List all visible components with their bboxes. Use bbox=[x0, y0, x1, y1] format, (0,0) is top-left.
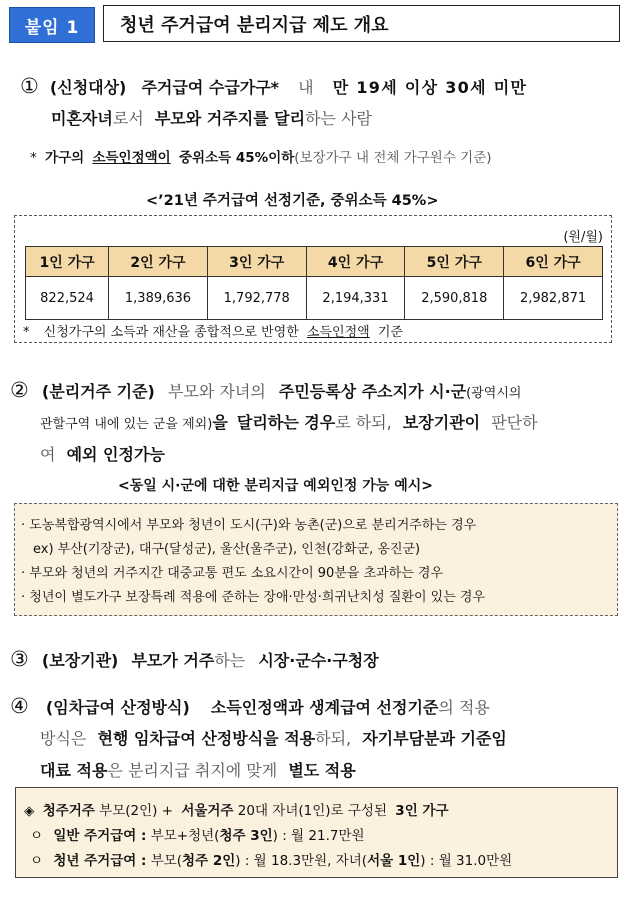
section-4-text: 현행 임차급여 산정방식을 적용 bbox=[97, 729, 316, 748]
rate-table-cell: 822,524 bbox=[26, 277, 109, 320]
section-3-heading: (보장기관) bbox=[41, 651, 119, 670]
section-2-text: 여 bbox=[40, 445, 56, 464]
section-1-text: 미혼자녀 bbox=[51, 109, 113, 128]
section-4-text: 하되, bbox=[315, 729, 352, 748]
rate-table-header: 1인 가구 bbox=[26, 247, 109, 277]
example-line-3 bbox=[30, 849, 512, 869]
section-4-text: 대료 적용 bbox=[40, 761, 108, 780]
section-1-text: 로서 bbox=[112, 109, 144, 128]
note-text: 가구의 bbox=[45, 150, 85, 166]
section-2-text: 을 bbox=[212, 413, 228, 432]
section-3-text: 부모가 거주 bbox=[131, 651, 215, 670]
section-1-text: 하는 사람 bbox=[305, 109, 373, 128]
section-2-text: 로 하되, bbox=[335, 413, 392, 432]
rate-table-cell: 2,982,871 bbox=[504, 277, 603, 320]
example-text: 일반 주거급여 : bbox=[53, 828, 147, 844]
section-1-note bbox=[30, 146, 492, 166]
example-text: 부모( bbox=[150, 853, 183, 869]
page-title-text: 청년 주거급여 분리지급 제도 개요 bbox=[120, 14, 389, 36]
section-2-text: 예외 인정가능 bbox=[66, 445, 165, 464]
section-2-text: 달리하는 경우 bbox=[236, 413, 336, 432]
section-4-text: 의 적용 bbox=[438, 698, 490, 717]
section-2-text: 주민등록상 주소지가 시·군 bbox=[278, 382, 467, 401]
note-text: (보장가구 내 전체 가구원수 기준) bbox=[294, 150, 492, 166]
section-4-heading: (임차급여 산정방식) bbox=[45, 698, 190, 717]
section-4-line-3 bbox=[40, 758, 356, 781]
rate-table-header-row bbox=[26, 247, 603, 277]
section-2-line-1 bbox=[10, 378, 521, 402]
section-2-line-3 bbox=[40, 442, 165, 465]
exception-item: · 도농복합광역시에서 부모와 청년이 도시(구)와 농촌(군)으로 분리거주하는 경우 bbox=[21, 518, 477, 533]
section-1-line-1 bbox=[20, 74, 527, 98]
section-1-text: 내 bbox=[298, 78, 314, 97]
section-1-text: 만 19세 이상 30세 미만 bbox=[332, 78, 528, 97]
rate-table-value-row bbox=[26, 277, 603, 320]
footnote-text: 소득인정액 bbox=[306, 325, 370, 340]
rate-table-header: 3인 가구 bbox=[207, 247, 306, 277]
note-star: * bbox=[30, 150, 37, 166]
attachment-badge: 붙임 1 bbox=[9, 7, 95, 43]
exception-item: ex) 부산(기장군), 대구(달성군), 울산(울주군), 인천(강화군, 옹진군) bbox=[33, 542, 421, 557]
rate-table bbox=[25, 246, 603, 320]
rate-table-header: 6인 가구 bbox=[504, 247, 603, 277]
unit-label: (원/월) bbox=[563, 230, 603, 245]
footnote-text: 신청가구의 소득과 재산을 종합적으로 반영한 bbox=[43, 325, 299, 340]
rate-table-cell: 2,194,331 bbox=[306, 277, 405, 320]
section-2-text: 보장기관이 bbox=[402, 413, 481, 432]
section-1-line-2 bbox=[51, 106, 372, 129]
section-4-line-1 bbox=[10, 694, 490, 718]
example-text: 서울거주 bbox=[181, 803, 234, 819]
example-line-2 bbox=[30, 824, 365, 844]
section-1-text: 부모와 거주지를 달리 bbox=[154, 109, 306, 128]
footnote-text: 기준 bbox=[377, 325, 403, 340]
example-text: ) : 월 21.7만원 bbox=[272, 828, 365, 844]
note-text: 소득인정액이 bbox=[92, 150, 171, 166]
example-text: 부모+청년( bbox=[150, 828, 220, 844]
section-2-text: 부모와 자녀의 bbox=[167, 382, 266, 401]
section-3-text: 하는 bbox=[214, 651, 246, 670]
rate-table-caption: <’21년 주거급여 선정기준, 중위소득 45%> bbox=[146, 193, 439, 209]
diamond-icon: ◈ bbox=[24, 803, 35, 819]
section-4-text: 자기부담분과 기준임 bbox=[362, 729, 507, 748]
section-3-number: ③ bbox=[10, 647, 29, 671]
bullet-icon: ㅇ bbox=[30, 828, 44, 844]
rate-table-box bbox=[14, 215, 612, 343]
example-text: 청주 3인 bbox=[219, 828, 273, 844]
example-text: 청주 2인 bbox=[182, 853, 236, 869]
example-text: 3인 가구 bbox=[395, 803, 449, 819]
example-text: 서울 1인 bbox=[367, 853, 421, 869]
exception-box-caption: <동일 시·군에 대한 분리지급 예외인정 가능 예시> bbox=[118, 478, 433, 494]
section-2-line-2 bbox=[40, 410, 538, 433]
section-1-text: 주거급여 수급가구* bbox=[141, 78, 280, 97]
section-4-text: 은 분리지급 취지에 맞게 bbox=[107, 761, 278, 780]
section-4-text: 방식은 bbox=[40, 729, 87, 748]
section-4-text: 별도 적용 bbox=[288, 761, 356, 780]
section-3-text: 시장·군수·구청장 bbox=[258, 651, 379, 670]
example-text: 청년 주거급여 : bbox=[53, 853, 147, 869]
section-4-text: 소득인정액과 생계급여 선정기준 bbox=[210, 698, 439, 717]
section-1-heading: (신청대상) bbox=[49, 78, 127, 97]
example-text: ) : 월 31.0만원 bbox=[420, 853, 513, 869]
rate-table-cell: 1,389,636 bbox=[109, 277, 208, 320]
rate-table-cell: 1,792,778 bbox=[207, 277, 306, 320]
example-text: 부모(2인) + bbox=[99, 803, 174, 819]
exception-examples-box bbox=[14, 503, 618, 616]
rate-table-cell: 2,590,818 bbox=[405, 277, 504, 320]
section-1-number: ① bbox=[20, 74, 39, 98]
section-2-text: 판단하 bbox=[491, 413, 538, 432]
example-text: 20대 자녀(1인)로 구성된 bbox=[237, 803, 387, 819]
example-text: 청주거주 bbox=[42, 803, 95, 819]
section-4-number: ④ bbox=[10, 694, 29, 718]
footnote-star: * bbox=[23, 325, 30, 340]
section-2-text: (광역시의 bbox=[466, 386, 522, 401]
section-2-heading: (분리거주 기준) bbox=[41, 382, 155, 401]
exception-item: · 부모와 청년의 거주지간 대중교통 편도 소요시간이 90분을 초과하는 경우 bbox=[21, 566, 444, 581]
example-line-1 bbox=[24, 799, 449, 819]
rate-table-footnote bbox=[23, 321, 403, 340]
rate-table-header: 2인 가구 bbox=[109, 247, 208, 277]
calculation-example-box bbox=[15, 787, 618, 878]
bullet-icon: ㅇ bbox=[30, 853, 44, 869]
section-4-line-2 bbox=[40, 726, 507, 749]
example-text: ) : 월 18.3만원, 자녀( bbox=[235, 853, 368, 869]
note-text: 중위소득 45%이하 bbox=[179, 150, 295, 166]
page-title bbox=[103, 5, 620, 42]
exception-item: · 청년이 별도가구 보장특례 적용에 준하는 장애·만성·희귀난치성 질환이 있는 경우 bbox=[21, 590, 486, 605]
rate-table-header: 5인 가구 bbox=[405, 247, 504, 277]
rate-table-header: 4인 가구 bbox=[306, 247, 405, 277]
section-2-number: ② bbox=[10, 378, 29, 402]
section-2-text: 관할구역 내에 있는 군을 제외) bbox=[40, 417, 213, 432]
section-3-line bbox=[10, 647, 379, 671]
